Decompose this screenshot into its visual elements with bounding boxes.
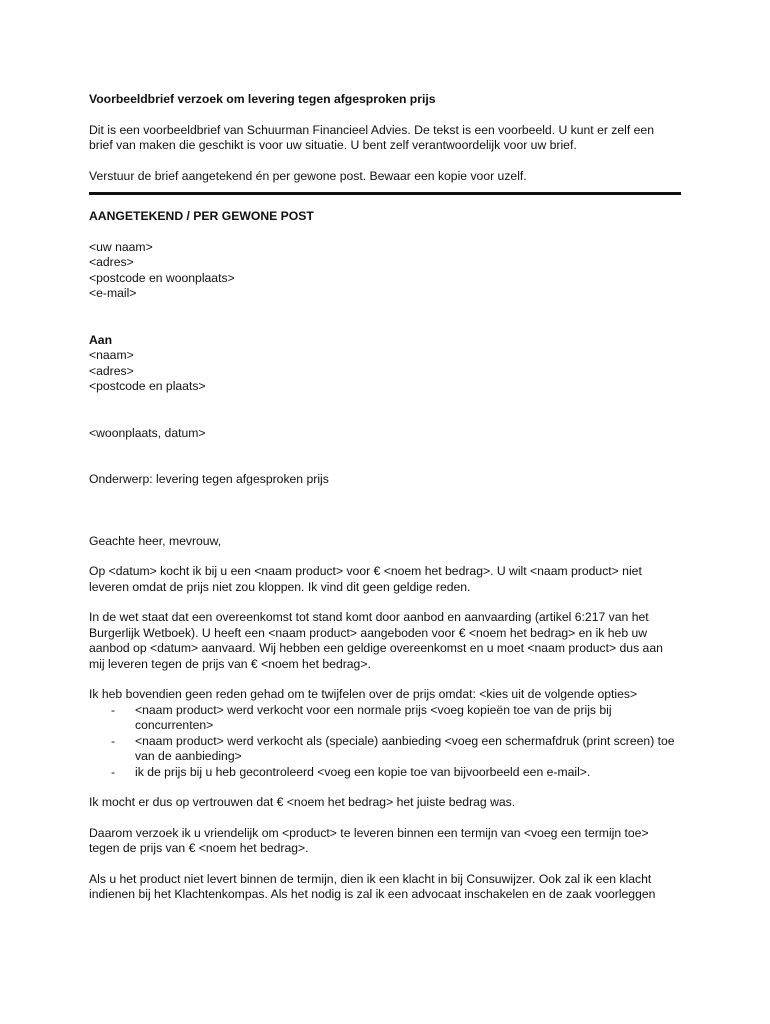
document-title: Voorbeeldbrief verzoek om levering tegen afgesproken prijs	[89, 92, 436, 106]
recipient-address	[89, 333, 681, 395]
sender-postcode-city: <postcode en woonplaats>	[89, 270, 235, 285]
subject-line: Onderwerp: levering tegen afgesproken prijs	[89, 472, 329, 486]
body-paragraph-6: Als u het product niet levert binnen de termijn, dien ik een klacht in bij Consuwijzer. Ook zal ik een klacht indienen bij het Klachtenkompas. Als het nodig is zal ik een advocaat inschakelen en de zaak voorleggen	[89, 871, 656, 901]
body-paragraph-3: Ik heb bovendien geen reden gehad om te twijfelen over de prijs omdat: <kies uit de volgende opties>	[89, 687, 638, 701]
list-item	[89, 703, 681, 734]
instruction-paragraph: Verstuur de brief aangetekend én per gewone post. Bewaar een kopie voor uzelf.	[89, 168, 527, 183]
intro-paragraph: Dit is een voorbeeldbrief van Schuurman Financieel Advies. De tekst is een voorbeeld. U kunt er zelf een brief van maken die geschikt is voor uw situatie. U bent zelf verantwoordelijk voor uw brief.	[89, 122, 654, 152]
sender-address-line: <adres>	[89, 255, 134, 269]
recipient-label: Aan	[89, 332, 113, 347]
list-bullet: -	[111, 733, 116, 748]
list-bullet: -	[111, 764, 116, 779]
list-item	[89, 765, 681, 781]
recipient-address-line: <adres>	[89, 363, 134, 378]
recipient-name: <naam>	[89, 348, 134, 362]
place-date: <woonplaats, datum>	[89, 425, 206, 440]
option-text: <naam product> werd verkocht voor een normale prijs <voeg kopieën toe van de prijs bij concurrenten>	[135, 702, 612, 732]
recipient-postcode-city: <postcode en plaats>	[89, 379, 206, 393]
body-paragraph-1: Op <datum> kocht ik bij u een <naam product> voor € <noem het bedrag>. U wilt <naam product> niet leveren omdat de prijs niet zou kloppen. Ik vind dit geen geldige reden.	[89, 564, 642, 594]
sender-email: <e-mail>	[89, 286, 137, 300]
list-item	[89, 734, 681, 765]
option-text: <naam product> werd verkocht als (speciale) aanbieding <voeg een schermafdruk (print screen) toe van de aanbieding>	[135, 733, 675, 763]
letter-heading: AANGETEKEND / PER GEWONE POST	[89, 209, 314, 223]
options-list	[89, 703, 681, 781]
sender-address	[89, 240, 681, 302]
sender-name: <uw naam>	[89, 239, 153, 254]
document-content	[89, 92, 681, 903]
salutation: Geachte heer, mevrouw,	[89, 533, 222, 548]
body-paragraph-2: In de wet staat dat een overeenkomst tot stand komt door aanbod en aanvaarding (artikel 6:217 van het Burgerlijk Wetboek). U heeft een <naam product> aangeboden voor € <noem het bedrag> en ik heb uw aanbod op <datum> aanvaard. Wij hebben een geldige overeenkomst en u moet <naam product> dus aan mij leveren tegen de prijs van € <noem het bedrag>.	[89, 610, 663, 671]
list-bullet: -	[111, 702, 116, 717]
body-paragraph-5: Daarom verzoek ik u vriendelijk om <product> te leveren binnen een termijn van <voeg een termijn toe> tegen de prijs van € <noem het bedrag>.	[89, 825, 649, 855]
option-text: ik de prijs bij u heb gecontroleerd <voeg een kopie toe van bijvoorbeeld een e-mail>.	[135, 764, 591, 779]
separator-rule	[89, 192, 681, 195]
body-paragraph-4: Ik mocht er dus op vertrouwen dat € <noem het bedrag> het juiste bedrag was.	[89, 795, 516, 809]
